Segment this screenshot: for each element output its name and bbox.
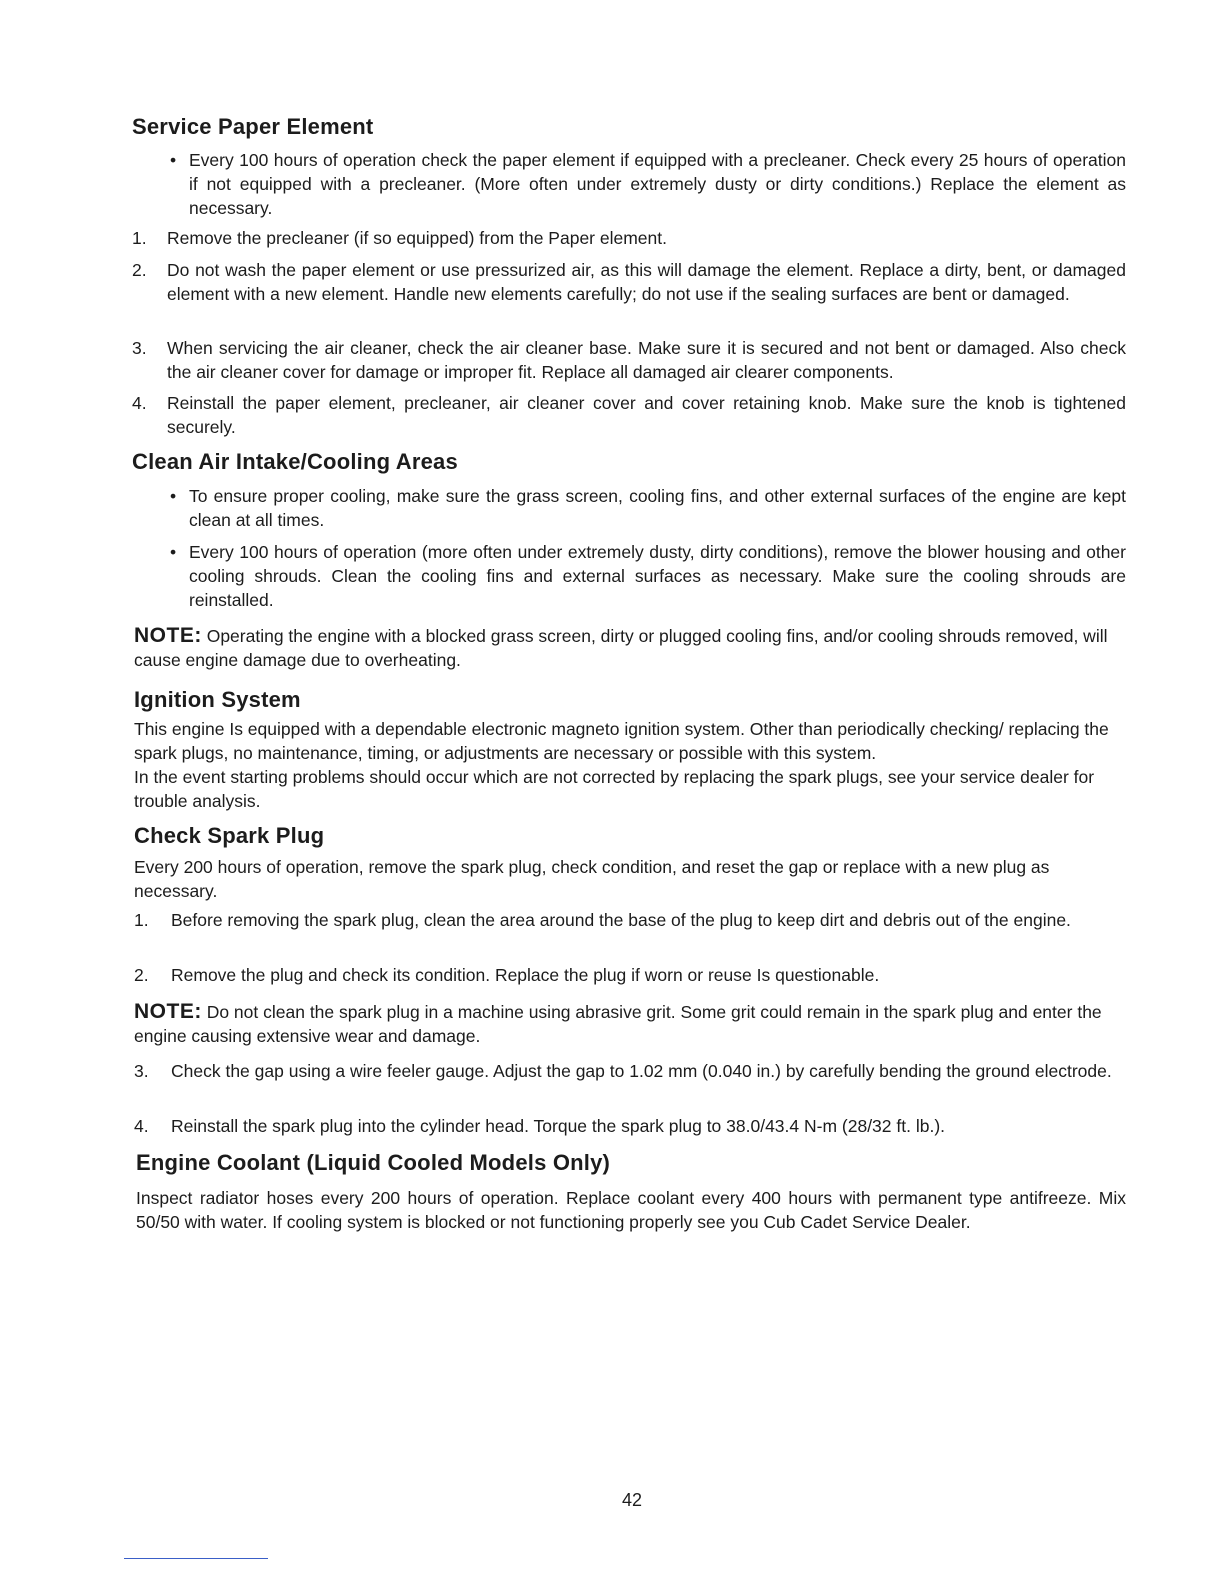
list-item: [170, 148, 1126, 220]
divider: [124, 1558, 268, 1559]
list-item-text: Every 100 hours of operation check the paper element if equipped with a precleaner. Check every 25 hours of operation if not equipped with a precleaner. (More often under extremely dusty or dirty conditions.) Replace the element as necessary.: [189, 150, 1126, 218]
section-heading-paper-element: Service Paper Element: [132, 114, 374, 139]
list-item-text: To ensure proper cooling, make sure the grass screen, cooling fins, and other external surfaces of the engine are kept clean at all times.: [189, 486, 1126, 530]
coolant-paragraph: Inspect radiator hoses every 200 hours of operation. Replace coolant every 400 hours with permanent type antifreeze. Mix 50/50 with water. If cooling system is blocked or not functioning properly see you Cub Cadet Service Dealer.: [136, 1188, 1126, 1232]
step-number: 1.: [134, 910, 149, 930]
step-text: Do not wash the paper element or use pressurized air, as this will damage the element. Replace a dirty, bent, or damaged element with a new element. Handle new elements carefully; do not use if the sealing surfaces are bent or damaged.: [167, 260, 1126, 304]
step-number: 3.: [132, 338, 147, 358]
list-item: [134, 908, 1128, 956]
step-text: Remove the plug and check its condition. Replace the plug if worn or reuse Is questionable.: [171, 965, 880, 985]
step-number: 4.: [132, 393, 147, 413]
list-item: [132, 226, 1126, 250]
section-heading-ignition-system: Ignition System: [134, 687, 301, 712]
note-text: Do not clean the spark plug in a machine using abrasive grit. Some grit could remain in the spark plug and enter the engine causing extensive wear and damage.: [134, 1002, 1102, 1046]
list-item: [132, 258, 1126, 330]
bullet: •: [170, 542, 177, 562]
list-item: [134, 1114, 1128, 1138]
list-item: [134, 1059, 1128, 1107]
note-label: NOTE:: [134, 624, 202, 647]
ignition-paragraph: This engine Is equipped with a dependable electronic magneto ignition system. Other than periodically checking/ replacing the spark plugs, no maintenance, timing, or adjustments are necessary or possible with this system.: [134, 719, 1109, 763]
step-number: 4.: [134, 1116, 149, 1136]
list-item: [170, 540, 1126, 612]
step-number: 1.: [132, 228, 147, 248]
note-paragraph: [134, 624, 1126, 672]
note-label: NOTE:: [134, 1000, 202, 1023]
step-number: 2.: [132, 260, 147, 280]
step-text: Before removing the spark plug, clean the area around the base of the plug to keep dirt and debris out of the engine.: [171, 910, 1071, 930]
step-number: 3.: [134, 1061, 149, 1081]
note-paragraph: [134, 1000, 1126, 1048]
list-item: [134, 963, 1128, 987]
step-text: When servicing the air cleaner, check the air cleaner base. Make sure it is secured and not bent or damaged. Also check the air cleaner cover for damage or improper fit. Replace all damaged air clearer components.: [167, 338, 1126, 382]
step-text: Reinstall the spark plug into the cylinder head. Torque the spark plug to 38.0/43.4 N-m (28/32 ft. lb.).: [171, 1116, 946, 1136]
step-text: Remove the precleaner (if so equipped) from the Paper element.: [167, 228, 667, 248]
spark-plug-intro: Every 200 hours of operation, remove the spark plug, check condition, and reset the gap or replace with a new plug as necessary.: [134, 857, 1050, 901]
list-item: [170, 484, 1126, 532]
section-heading-cooling-areas: Clean Air Intake/Cooling Areas: [132, 449, 458, 474]
step-number: 2.: [134, 965, 149, 985]
list-item: [132, 336, 1126, 384]
section-heading-check-spark-plug: Check Spark Plug: [134, 823, 325, 848]
step-text: Reinstall the paper element, precleaner, air cleaner cover and cover retaining knob. Make sure the knob is tightened securely.: [167, 393, 1126, 437]
section-heading-engine-coolant: Engine Coolant (Liquid Cooled Models Only): [136, 1150, 611, 1175]
bullet: •: [170, 150, 177, 170]
bullet: •: [170, 486, 177, 506]
page-number: 42: [621, 1490, 643, 1510]
list-item: [132, 391, 1126, 439]
list-item-text: Every 100 hours of operation (more often under extremely dusty, dirty conditions), remove the blower housing and other cooling shrouds. Clean the cooling fins and external surfaces as necessary. Make sure the cooling shrouds are reinstalled.: [189, 542, 1126, 610]
note-text: Operating the engine with a blocked grass screen, dirty or plugged cooling fins, and/or cooling shrouds removed, will cause engine damage due to overheating.: [134, 626, 1108, 670]
step-text: Check the gap using a wire feeler gauge. Adjust the gap to 1.02 mm (0.040 in.) by carefully bending the ground electrode.: [171, 1061, 1112, 1081]
ignition-paragraph: In the event starting problems should occur which are not corrected by replacing the spark plugs, see your service dealer for trouble analysis.: [134, 767, 1095, 811]
